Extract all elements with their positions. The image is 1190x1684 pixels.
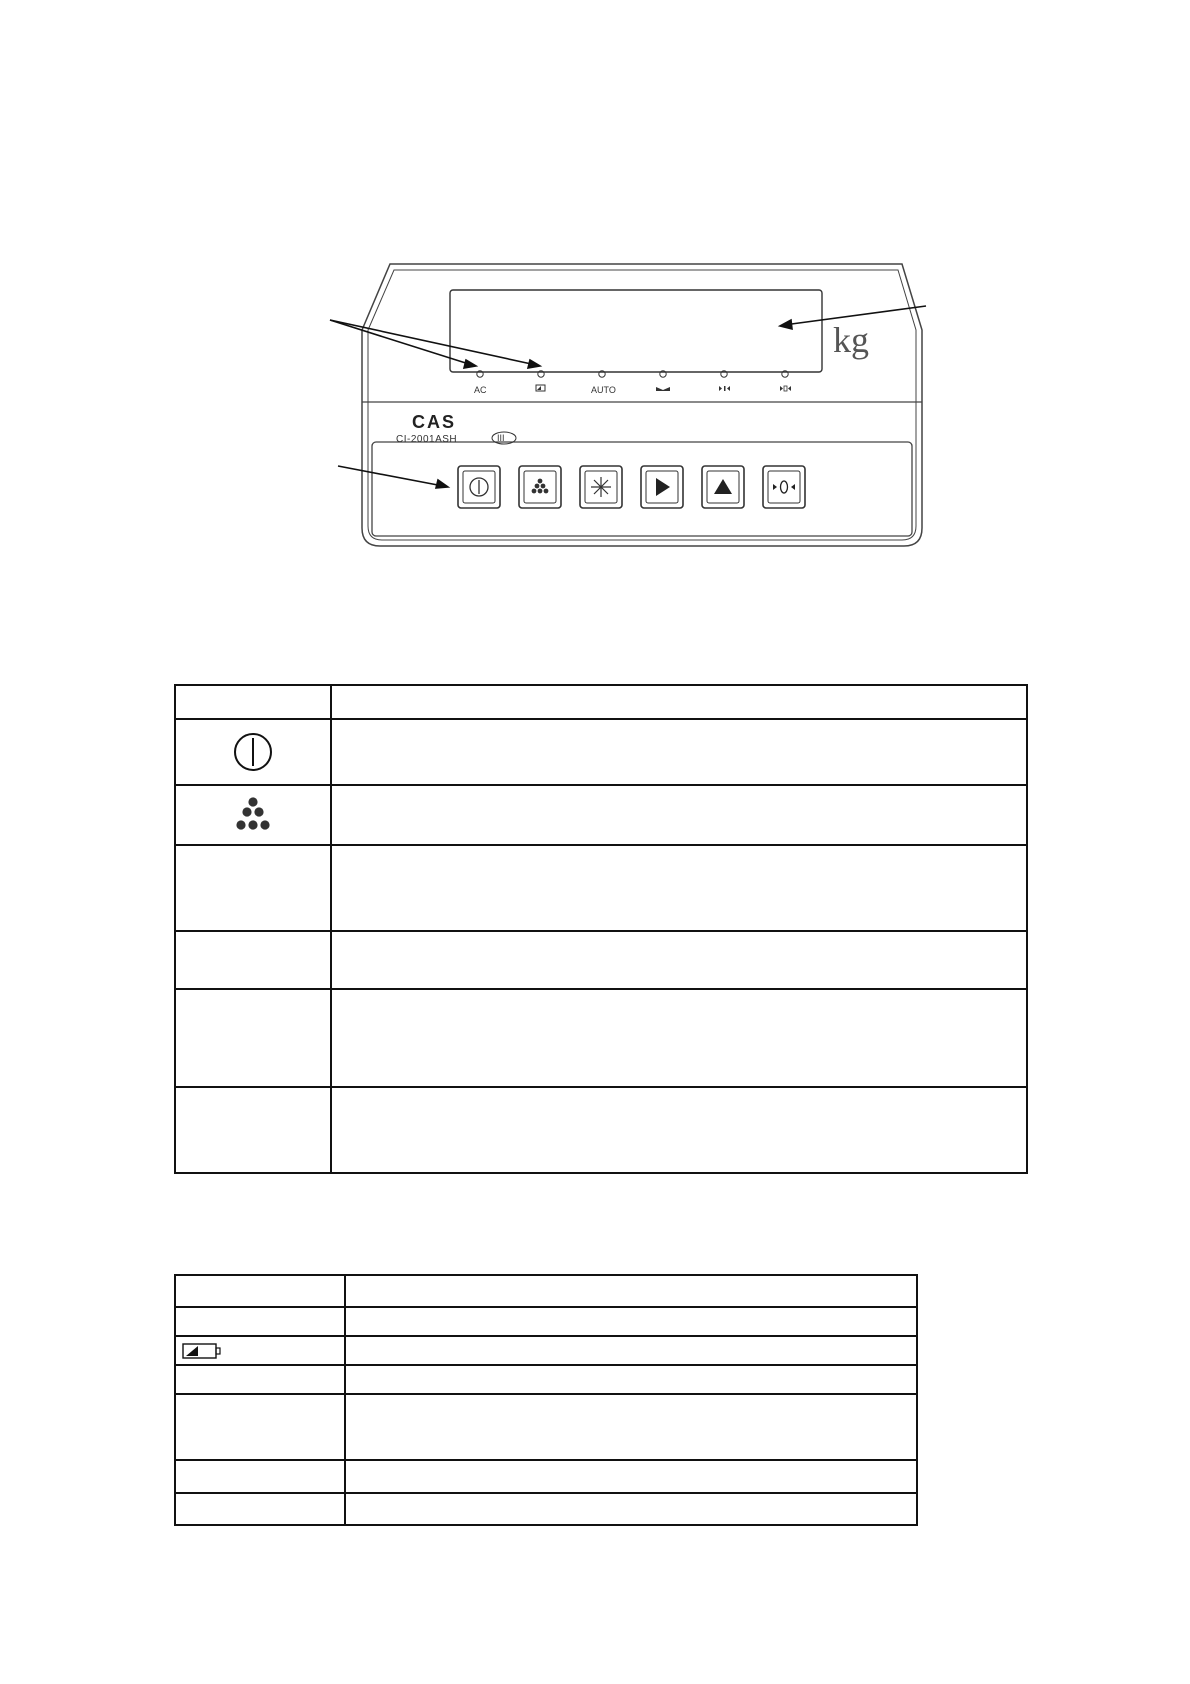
table-cell-text: [331, 1087, 1027, 1173]
table-row: [175, 1336, 917, 1365]
table-cell-icon: [175, 1336, 345, 1365]
table-row: [175, 931, 1027, 989]
table-cell-text: [345, 1365, 917, 1394]
table-cell-text: [331, 845, 1027, 931]
key-zero[interactable]: [763, 466, 805, 508]
table-header-row: [175, 685, 1027, 719]
table-cell-text: [331, 989, 1027, 1087]
indicator-leds: [474, 371, 791, 395]
display-window: [450, 290, 822, 372]
svg-text:III: III: [497, 433, 505, 443]
stable-mini-icon: [656, 387, 670, 391]
indicator-table: [174, 1274, 918, 1526]
key-up[interactable]: [702, 466, 744, 508]
table-header-cell: [331, 685, 1027, 719]
table-row: [175, 1493, 917, 1525]
table-cell-text: [345, 1336, 917, 1365]
table-cell-text: [331, 719, 1027, 785]
table-row: [175, 989, 1027, 1087]
table-row: [175, 1365, 917, 1394]
table-cell-icon: [175, 1087, 331, 1173]
key-power[interactable]: [458, 466, 500, 508]
table-cell-text: [331, 931, 1027, 989]
table-cell-text: [331, 785, 1027, 845]
table-cell-text: [345, 1307, 917, 1336]
model-label: CI-2001ASH: [396, 434, 458, 445]
brand-logo: CAS: [412, 412, 457, 432]
table-cell-text: [345, 1493, 917, 1525]
table-row: [175, 845, 1027, 931]
table-row: [175, 1460, 917, 1493]
table-cell-icon: [175, 989, 331, 1087]
table-cell-icon: [175, 1307, 345, 1336]
table-cell-icon: [175, 1365, 345, 1394]
net-mini-icon: [719, 386, 730, 391]
table-row: [175, 719, 1027, 785]
table-row: [175, 785, 1027, 845]
table-cell-icon: [175, 1493, 345, 1525]
asterisk-icon: [591, 477, 611, 497]
led-label-ac: AC: [474, 385, 487, 395]
indicator-device-illustration: [300, 230, 960, 560]
table-cell-icon: [175, 931, 331, 989]
table-row: [175, 1307, 917, 1336]
unit-label: kg: [833, 320, 869, 360]
accuracy-class-mark: [492, 432, 516, 444]
table-cell-text: [345, 1460, 917, 1493]
battery-mini-icon: [536, 385, 545, 391]
led-label-auto: AUTO: [591, 385, 616, 395]
table-row: [175, 1087, 1027, 1173]
table-header-cell: [175, 685, 331, 719]
table-header-cell: [345, 1275, 917, 1307]
key-function-table: [174, 684, 1028, 1174]
key-play[interactable]: [641, 466, 683, 508]
table-header-cell: [175, 1275, 345, 1307]
count-icon: [231, 795, 275, 835]
table-cell-icon: [175, 719, 331, 785]
table-cell-icon: [175, 845, 331, 931]
table-cell-icon: [175, 785, 331, 845]
power-icon: [231, 730, 275, 774]
battery-low-icon: [182, 1342, 222, 1360]
table-header-row: [175, 1275, 917, 1307]
table-cell-icon: [175, 1394, 345, 1460]
key-asterisk[interactable]: [580, 466, 622, 508]
key-count[interactable]: [519, 466, 561, 508]
zero-mini-icon: [780, 386, 791, 391]
table-cell-text: [345, 1394, 917, 1460]
table-row: [175, 1394, 917, 1460]
table-cell-icon: [175, 1460, 345, 1493]
